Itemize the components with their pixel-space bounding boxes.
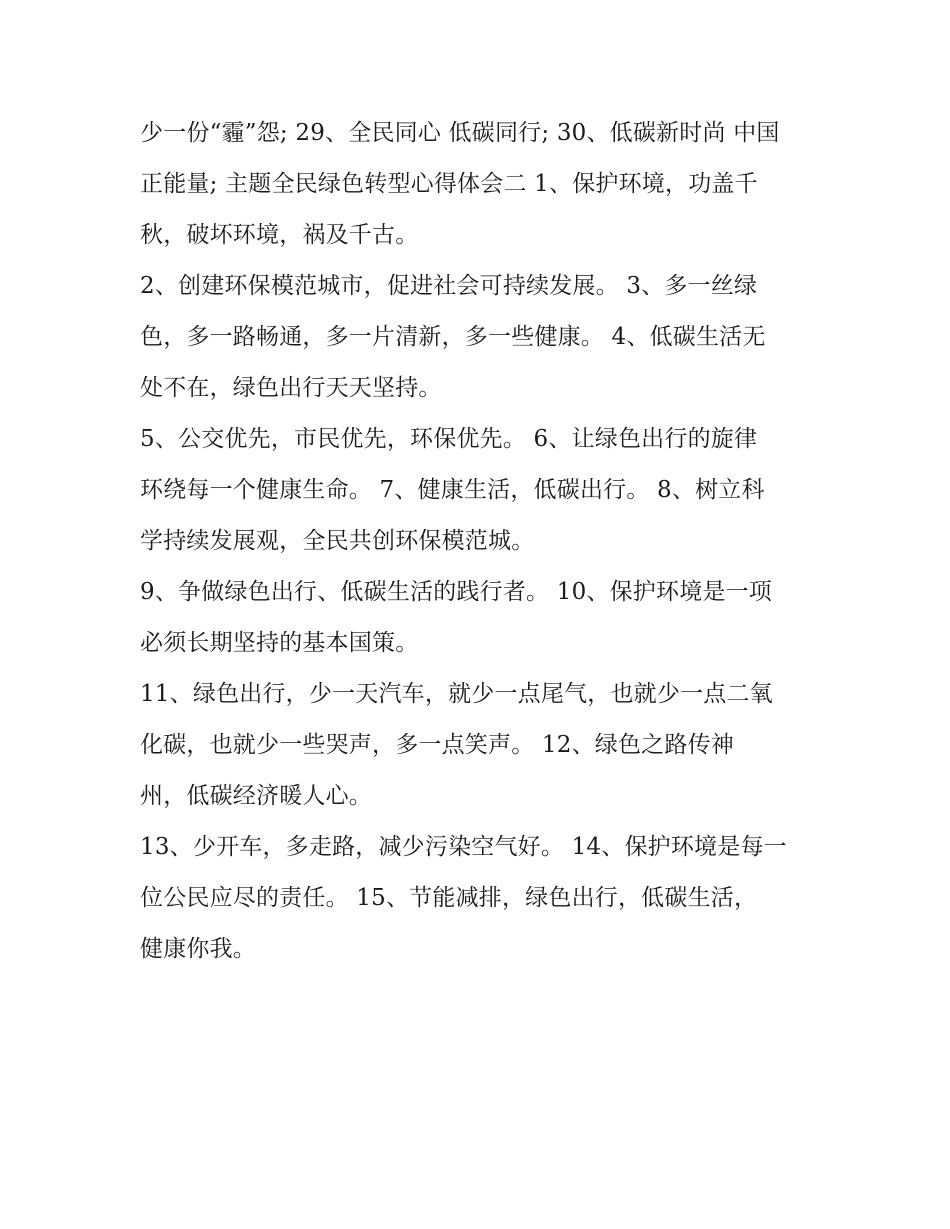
document-body [140, 108, 820, 975]
text-line: 正能量; 主题全民绿色转型心得体会二 1、保护环境，功盖千 [140, 171, 758, 197]
text-line: 13、少开车，多走路，减少污染空气好。 14、保护环境是每一 [140, 834, 787, 860]
text-line: 9、争做绿色出行、低碳生活的践行者。 10、保护环境是一项 [140, 579, 773, 605]
text-line: 5、公交优先，市民优先，环保优先。 6、让绿色出行的旋律 [140, 426, 758, 452]
text-line: 必须长期坚持的基本国策。 [140, 630, 419, 656]
text-line: 处不在，绿色出行天天坚持。 [140, 375, 442, 401]
text-line: 学持续发展观，全民共创环保模范城。 [140, 528, 535, 554]
text-line: 少一份“霾”怨; 29、全民同心 低碳同行; 30、低碳新时尚 中国 [140, 120, 780, 146]
text-line: 健康你我。 [140, 936, 256, 962]
text-line: 色，多一路畅通，多一片清新，多一些健康。 4、低碳生活无 [140, 324, 766, 350]
text-line: 2、创建环保模范城市，促进社会可持续发展。 3、多一丝绿 [140, 273, 758, 299]
text-line: 州，低碳经济暖人心。 [140, 783, 372, 809]
text-line: 环绕每一个健康生命。 7、健康生活，低碳出行。 8、树立科 [140, 477, 765, 503]
text-line: 11、绿色出行，少一天汽车，就少一点尾气，也就少一点二氧 [140, 681, 773, 707]
text-line: 秋，破坏环境，祸及千古。 [140, 222, 419, 248]
text-line: 位公民应尽的责任。 15、节能减排，绿色出行，低碳生活， [140, 885, 758, 911]
text-line: 化碳，也就少一些哭声，多一点笑声。 12、绿色之路传神 [140, 732, 734, 758]
